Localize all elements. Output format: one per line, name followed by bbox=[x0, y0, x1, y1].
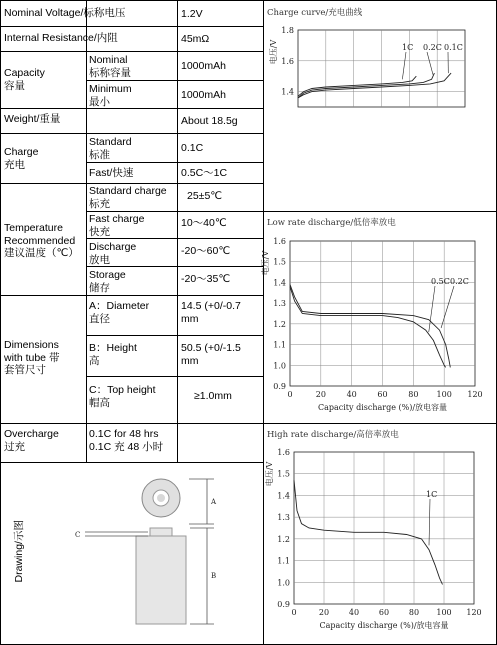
y-tick-label: 1.2 bbox=[273, 319, 286, 329]
series-label-1C: 1C bbox=[426, 490, 438, 499]
y-tick-label: 1.6 bbox=[281, 56, 294, 66]
y-tick-label: 1.5 bbox=[277, 469, 290, 479]
x-tick-label: 100 bbox=[436, 608, 452, 617]
series-leader bbox=[427, 52, 433, 75]
drawing-label: Drawing/示图 bbox=[12, 520, 25, 583]
dimension-cap-height-value: ≥1.0mm bbox=[194, 390, 232, 402]
series-label-0.2C: 0.2C bbox=[423, 43, 442, 52]
series-label-0.1C: 0.1C bbox=[444, 43, 463, 52]
overcharge-label: Overcharge 过充 bbox=[4, 428, 59, 453]
charge-label: Charge 充电 bbox=[4, 146, 39, 171]
temp-standard-charge-value: 25±5℃ bbox=[187, 190, 223, 202]
nominal-voltage-label: Nominal Voltage/标称电压 bbox=[4, 7, 126, 19]
x-tick-label: 120 bbox=[467, 390, 483, 399]
series-leader bbox=[441, 286, 454, 328]
internal-resistance-label: Internal Resistance/内阻 bbox=[4, 32, 118, 44]
dimension-a-letter: A bbox=[211, 498, 217, 506]
temp-fast-charge-label: Fast charge 快充 bbox=[89, 213, 145, 238]
temperature-label: Temperature Recommended 建议温度（℃） bbox=[4, 222, 79, 259]
y-tick-label: 1.0 bbox=[277, 578, 290, 588]
capacity-minimum-value: 1000mAh bbox=[181, 89, 226, 101]
y-tick-label: 1.8 bbox=[281, 26, 294, 35]
x-tick-label: 80 bbox=[408, 390, 419, 399]
series-line-0.5C bbox=[290, 287, 446, 368]
y-tick-label: 1.4 bbox=[281, 87, 294, 97]
y-tick-label: 1.0 bbox=[273, 361, 286, 371]
x-tick-label: 20 bbox=[318, 608, 330, 617]
series-line-1C bbox=[294, 480, 443, 584]
y-tick-label: 1.2 bbox=[277, 534, 290, 544]
x-tick-label: 80 bbox=[408, 608, 420, 617]
x-axis-label: Capacity discharge (%)/放电容量 bbox=[319, 621, 449, 630]
capacity-minimum-label: Minimum 最小 bbox=[89, 83, 132, 108]
x-tick-label: 120 bbox=[466, 608, 482, 617]
capacity-nominal-value: 1000mAh bbox=[181, 60, 226, 72]
series-leader bbox=[402, 52, 406, 79]
y-axis-label: 电压/V bbox=[265, 461, 274, 487]
series-label-0.5C: 0.5C bbox=[431, 277, 450, 286]
y-axis-label: 电压/V bbox=[269, 39, 278, 65]
overcharge-value: 0.1C for 48 hrs 0.1C 充 48 小时 bbox=[89, 428, 164, 453]
temp-storage-value: -20～35℃ bbox=[181, 273, 231, 285]
y-tick-label: 0.9 bbox=[273, 382, 286, 391]
x-tick-label: 60 bbox=[378, 608, 390, 617]
y-tick-label: 1.3 bbox=[273, 299, 286, 309]
x-axis-label: Capacity discharge (%)/放电容量 bbox=[317, 403, 448, 412]
dimension-b-letter: B bbox=[211, 572, 217, 580]
temp-fast-charge-value: 10～40℃ bbox=[181, 217, 227, 229]
high-rate-title: High rate discharge/高倍率放电 bbox=[267, 430, 399, 440]
x-tick-label: 40 bbox=[348, 608, 360, 617]
series-line-0.2C bbox=[290, 285, 450, 368]
temp-discharge-label: Discharge 放电 bbox=[89, 241, 137, 266]
charge-fast-label: Fast/快速 bbox=[89, 167, 134, 179]
dimension-cap-height-label: C：Top height 帽高 bbox=[89, 384, 156, 409]
dimension-c-letter: C bbox=[75, 531, 81, 539]
y-tick-label: 1.6 bbox=[277, 448, 290, 457]
weight-value: About 18.5g bbox=[181, 115, 238, 127]
y-axis-label: 电压/V bbox=[261, 250, 270, 276]
capacity-label: Capacity 容量 bbox=[4, 67, 45, 92]
y-tick-label: 1.3 bbox=[277, 513, 290, 523]
x-tick-label: 60 bbox=[377, 390, 388, 399]
charge-standard-label: Standard 标准 bbox=[89, 136, 132, 161]
charge-fast-value: 0.5C～1C bbox=[181, 167, 228, 179]
dimension-height-value: 50.5 (+0/-1.5 mm bbox=[181, 342, 241, 367]
x-tick-label: 0 bbox=[291, 608, 297, 617]
dimensions-label: Dimensions with tube 带 套管尺寸 bbox=[4, 339, 60, 376]
weight-label: Weight/重量 bbox=[4, 113, 61, 125]
dimension-diameter-value: 14.5 (+0/-0.7 mm bbox=[181, 300, 241, 325]
series-leader bbox=[429, 499, 430, 545]
y-tick-label: 1.1 bbox=[273, 340, 286, 350]
x-tick-label: 100 bbox=[436, 390, 452, 399]
y-tick-label: 1.1 bbox=[277, 556, 290, 566]
dimension-height-label: B：Height 高 bbox=[89, 342, 137, 367]
temp-standard-charge-label: Standard charge 标充 bbox=[89, 185, 167, 210]
capacity-nominal-label: Nominal 标称容量 bbox=[89, 54, 131, 79]
y-tick-label: 1.4 bbox=[277, 491, 290, 501]
series-label-0.2C: 0.2C bbox=[450, 277, 469, 286]
series-label-1C: 1C bbox=[402, 43, 414, 52]
x-tick-label: 40 bbox=[346, 390, 357, 399]
internal-resistance-value: 45mΩ bbox=[181, 33, 210, 45]
charge-standard-value: 0.1C bbox=[181, 142, 204, 154]
temp-storage-label: Storage 储存 bbox=[89, 269, 126, 294]
x-tick-label: 0 bbox=[287, 390, 293, 399]
nominal-voltage-value: 1.2V bbox=[181, 8, 203, 20]
y-tick-label: 1.4 bbox=[273, 278, 286, 288]
y-tick-label: 1.6 bbox=[273, 237, 286, 246]
y-tick-label: 0.9 bbox=[277, 600, 290, 609]
x-tick-label: 20 bbox=[315, 390, 326, 399]
y-tick-label: 1.5 bbox=[273, 257, 286, 267]
low-rate-title: Low rate discharge/低倍率放电 bbox=[267, 218, 396, 228]
charge-curve-title: Charge curve/充电曲线 bbox=[267, 8, 363, 18]
dimension-diameter-label: A：Diameter 直径 bbox=[89, 300, 150, 325]
temp-discharge-value: -20～60℃ bbox=[181, 245, 231, 257]
